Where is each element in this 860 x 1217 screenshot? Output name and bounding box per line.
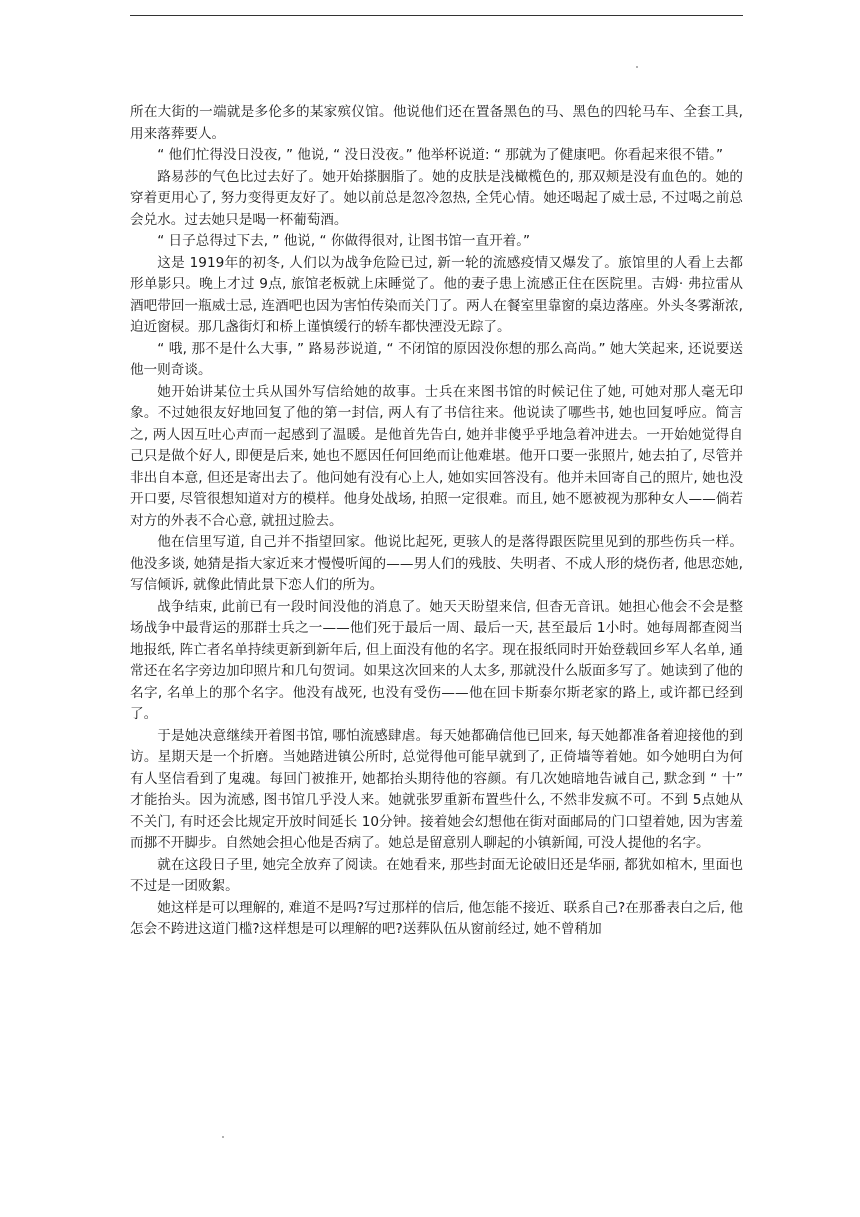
paragraph-9: 战争结束, 此前已有一段时间没他的消息了。她天天盼望来信, 但杳无音讯。她担心他会不会是整场战争中最背运的那群士兵之一——他们死于最后一周、最后一天, 甚至最后 1小时。她每周都查阅当地报纸, 阵亡者名单持续更新到新年后, 但上面没有他的名字。现在报纸同时开始登载回乡军人名单, 通常还在名字旁边加印照片和几句贺词。如果这次回来的人太多, 那就没什么版面多写了。她读到了他的名字, 名单上的那个名字。他没有战死, 也没有受伤——他在回卡斯泰尔斯老家的路上, 或许都已经到了。 [130, 598, 743, 722]
paragraph-7: 她开始讲某位士兵从国外写信给她的故事。士兵在来图书馆的时候记住了她, 可她对那人毫无印象。不过她很友好地回复了他的第一封信, 两人有了书信往来。他说读了哪些书, 她也回复呼应。简言之, 两人因互吐心声而一起感到了温暖。是他首先告白, 她并非傻乎乎地急着冲进去。一开始她觉得自己只是做个好人, 即便是后来, 她也不愿因任何回绝而让他难堪。他开口要一张照片, 她去拍了, 尽管并非出自本意, 但还是寄出去了。他问她有没有心上人, 她如实回答没有。他并未回寄自己的照片, 她也没开口要, 尽管很想知道对方的模样。他身处战场, 拍照一定很难。而且, 她不愿被视为那种女人——倘若对方的外表不合心意, 就扭过脸去。 [130, 383, 743, 529]
paragraph-6: “ 哦, 那不是什么大事, ” 路易莎说道, “ 不闭馆的原因没你想的那么高尚。” 她大笑起来, 还说要送他一则奇谈。 [130, 340, 743, 378]
paragraph-1: 所在大街的一端就是多伦多的某家殡仪馆。他说他们还在置备黑色的马、黑色的四轮马车、全套工具, 用来落葬要人。 [130, 104, 743, 142]
paragraph-3: 路易莎的气色比过去好了。她开始搽胭脂了。她的皮肤是浅橄榄色的, 那双颊是没有血色的。她的穿着更用心了, 努力变得更友好了。她以前总是忽冷忽热, 全凭心情。她还喝起了威士忌, 不过喝之前总会兑水。过去她只是喝一杯葡萄酒。 [130, 168, 743, 228]
paragraph-8: 他在信里写道, 自己并不指望回家。他说比起死, 更骇人的是落得跟医院里见到的那些伤兵一样。他没多谈, 她猜是指大家近来才慢慢听闻的——男人们的残肢、失明者、不成人形的烧伤者, 他思恋她, 写信倾诉, 就像此情此景下恋人们的所为。 [130, 534, 743, 593]
paragraph-5: 这是 1919年的初冬, 人们以为战争危险已过, 新一轮的流感疫情又爆发了。旅馆里的人看上去都形单影只。晚上才过 9点, 旅馆老板就上床睡觉了。他的妻子患上流感正住在医院里。吉姆· 弗拉雷从酒吧带回一瓶威士忌, 连酒吧也因为害怕传染而关门了。两人在餐室里靠窗的桌边落座。外头冬雾渐浓, 迫近窗棂。那几盏街灯和桥上谨慎缓行的轿车都快湮没无踪了。 [130, 254, 743, 335]
document-body [130, 102, 743, 941]
scan-speck [636, 66, 638, 68]
header-rule [130, 15, 743, 16]
scan-speck-bottom [222, 1136, 224, 1138]
paragraph-2: “ 他们忙得没日没夜, ” 他说, “ 没日没夜。” 他举杯说道: “ 那就为了健康吧。你看起来很不错。” [157, 147, 724, 163]
paragraph-10: 于是她决意继续开着图书馆, 哪怕流感肆虐。每天她都确信他已回来, 每天她都准备着迎接他的到访。星期天是一个折磨。当她踏进镇公所时, 总觉得他可能早就到了, 正倚墙等着她。如今她明白为何有人坚信看到了鬼魂。每回门被推开, 她都抬头期待他的容颜。有几次她暗地告诫自己, 默念到 “ 十” 才能抬头。因为流感, 图书馆几乎没人来。她就张罗重新布置些什么, 不然非发疯不可。不到 5点她从不关门, 有时还会比规定开放时间延长 10分钟。接着她会幻想他在街对面邮局的门口望着她, 因为害羞而挪不开脚步。自然她会担心他是否病了。她总是留意别人聊起的小镇新闻, 可没人提他的名字。 [130, 727, 743, 851]
paragraph-12: 她这样是可以理解的, 难道不是吗?写过那样的信后, 他怎能不接近、联系自己?在那番表白之后, 他怎会不跨进这道门槛?这样想是可以理解的吧?送葬队伍从窗前经过, 她不曾稍加 [130, 899, 743, 937]
paragraph-11: 就在这段日子里, 她完全放弃了阅读。在她看来, 那些封面无论破旧还是华丽, 都犹如棺木, 里面也不过是一团败絮。 [130, 856, 743, 894]
paragraph-4: “ 日子总得过下去, ” 他说, “ 你做得很对, 让图书馆一直开着。” [157, 233, 531, 249]
